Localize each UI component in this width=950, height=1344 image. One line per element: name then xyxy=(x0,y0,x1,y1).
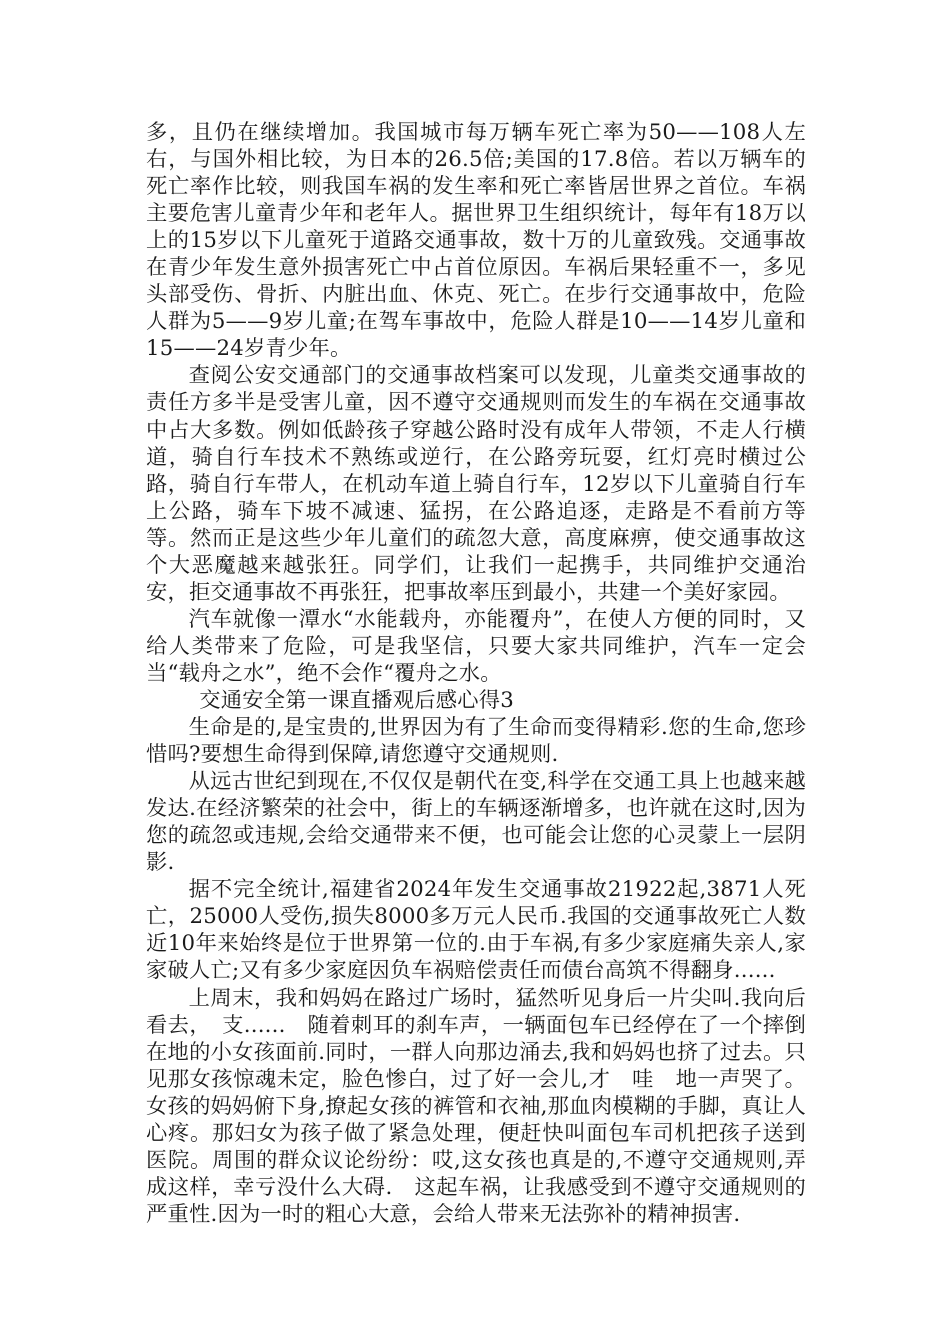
paragraph-ancient-to-now: 从远古世纪到现在,不仅仅是朝代在变,科学在交通工具上也越来越发达.在经济繁荣的社会中，街上的车辆逐渐增多，也许就在这时,因为您的疏忽或违规,会给交通带来不便，也可能会让您的心灵蒙上一层阴影. xyxy=(146,769,806,876)
paragraph-weekend-story: 上周末，我和妈妈在路过广场时，猛然听见身后一片尖叫.我向后看去， 支...... 随着刺耳的刹车声，一辆面包车已经停在了一个摔倒在地的小女孩面前.同时，一群人向那边涌去,我和妈妈也挤了过去。只见那女孩惊魂未定，脸色惨白，过了好一会儿,才 哇 地一声哭了。女孩的妈妈俯下身,撩起女孩的裤管和衣袖,那血肉模糊的手脚，真让人心疼。那妇女为孩子做了紧急处理，便赶快叫面包车司机把孩子送到医院。周围的群众议论纷纷：哎,这女孩也真是的,不遵守交通规则,弄成这样，幸亏没什么大碍. 这起车祸，让我感受到不遵守交通规则的严重性.因为一时的粗心大意，会给人带来无法弥补的精神损害. xyxy=(146,985,806,1227)
paragraph-traffic-archives: 查阅公安交通部门的交通事故档案可以发现，儿童类交通事故的责任方多半是受害儿童，因不遵守交通规则而发生的车祸在交通事故中占大多数。例如低龄孩子穿越公路时没有成年人带领，不走人行横道，骑自行车技术不熟练或逆行，在公路旁玩耍，红灯亮时横过公路，骑自行车带人，在机动车道上骑自行车，12岁以下儿童骑自行车上公路，骑车下坡不减速、猛拐，在公路追逐，走路是不看前方等等。然而正是这些少年儿童们的疏忽大意，高度麻痹，使交通事故这个大恶魔越来越张狂。同学们，让我们一起携手，共同维护交通治安，拒交通事故不再张狂，把事故率压到最小，共建一个美好家园。 xyxy=(146,363,806,605)
article-body xyxy=(146,119,806,1228)
paragraph-car-like-water: 汽车就像一潭水“水能载舟，亦能覆舟”，在使人方便的同时，又给人类带来了危险，可是我坚信，只要大家共同维护，汽车一定会当“载舟之水”，绝不会作“覆舟之水。 xyxy=(146,606,806,686)
paragraph-continuation: 多，且仍在继续增加。我国城市每万辆车死亡率为50——108人左右，与国外相比较，为日本的26.5倍;美国的17.8倍。若以万辆车的死亡率作比较，则我国车祸的发生率和死亡率皆居世界之首位。车祸主要危害儿童青少年和老年人。据世界卫生组织统计，每年有18万以上的15岁以下儿童死于道路交通事故，数十万的儿童致残。交通事故在青少年发生意外损害死亡中占首位原因。车祸后果轻重不一，多见头部受伤、骨折、内脏出血、休克、死亡。在步行交通事故中，危险人群为5——9岁儿童;在驾车事故中，危险人群是10——14岁儿童和15——24岁青少年。 xyxy=(146,120,806,362)
section-heading: 交通安全第一课直播观后感心得3 xyxy=(199,687,514,713)
paragraph-statistics: 据不完全统计,福建省2024年发生交通事故21922起,3871人死亡，25000人受伤,损失8000多万元人民币.我国的交通事故死亡人数近10年来始终是位于世界第一位的.由于车祸,有多少家庭痛失亲人,家家破人亡;又有多少家庭因负车祸赔偿责任而债台高筑不得翻身...... xyxy=(146,877,806,984)
paragraph-life-precious: 生命是的,是宝贵的,世界因为有了生命而变得精彩.您的生命,您珍惜吗?要想生命得到保障,请您遵守交通规则. xyxy=(146,715,806,768)
